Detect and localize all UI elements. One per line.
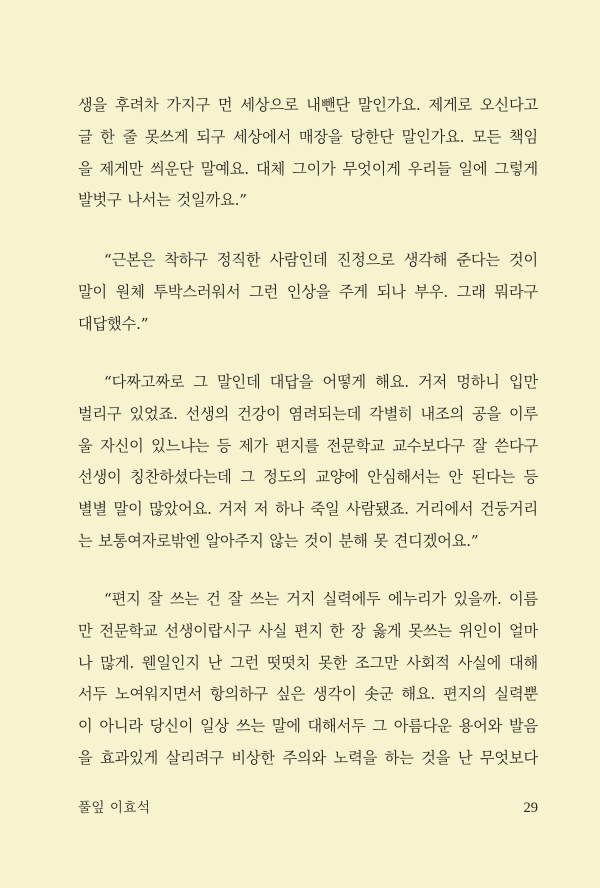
text-line: 는 보통여자로밖엔 알아주지 않는 것이 분해 못 견디겠어요.” (78, 531, 479, 550)
page-footer (78, 796, 538, 820)
text-line: 발벗구 나서는 것일까요.” (78, 191, 247, 210)
paragraph-3 (78, 367, 538, 558)
paragraph-1 (78, 90, 538, 217)
paragraph-4 (78, 584, 538, 775)
paragraph-2 (78, 245, 538, 340)
text-line: “다짜고짜로 그 말인데 대답을 어떻게 해요. 거저 멍하니 입만 (104, 373, 538, 391)
text-line: 을 효과있게 살리려구 비상한 주의와 노력을 하는 것을 난 무엇보다 (78, 748, 538, 767)
text-line: 글 한 줄 못쓰게 되구 세상에서 매장을 당한단 말인가요. 모든 책임 (78, 127, 538, 146)
text-line: 생을 후려차 가지구 먼 세상으로 내뺀단 말인가요. 제게로 오신다고 (78, 96, 538, 114)
text-line: 나 많게. 웬일인지 난 그런 떳떳치 못한 조그만 사회적 사실에 대해 (78, 653, 538, 672)
text-line: 선생이 칭찬하셨다는데 그 정도의 교양에 안심해서는 안 된다는 등 (78, 468, 538, 487)
text-line: “편지 잘 쓰는 건 잘 쓰는 거지 실력에두 에누리가 있을까. 이름 (104, 590, 538, 608)
text-line: 울 자신이 있느냐는 등 제가 편지를 전문학교 교수보다구 잘 쓴다구 (78, 436, 538, 455)
text-line: “근본은 착하구 정직한 사람인데 진정으로 생각해 준다는 것이 (104, 251, 538, 269)
text-line: 서두 노여워지면서 항의하구 싶은 생각이 솟군 해요. 편지의 실력뿐 (78, 685, 538, 704)
text-line: 이 아니라 당신이 일상 쓰는 말에 대해서두 그 아름다운 용어와 발음 (78, 717, 538, 736)
running-title: 풀잎 이효석 (78, 800, 151, 816)
text-line: 말이 원체 투박스러워서 그런 인상을 주게 되나 부우. 그래 뭐라구 (78, 282, 538, 301)
text-line: 대답했수.” (78, 314, 149, 333)
page-number: 29 (523, 800, 538, 816)
text-line: 만 전문학교 선생이랍시구 사실 편지 한 장 옳게 못쓰는 위인이 얼마 (78, 621, 538, 640)
text-line: 을 제게만 씌운단 말예요. 대체 그이가 무엇이게 우리들 일에 그렇게 (78, 159, 538, 178)
text-line: 벌리구 있었죠. 선생의 건강이 염려되는데 각별히 내조의 공을 이루 (78, 404, 538, 423)
text-line: 별별 말이 많았어요. 거저 저 하나 죽일 사람됐죠. 거리에서 건둥거리 (78, 500, 538, 519)
